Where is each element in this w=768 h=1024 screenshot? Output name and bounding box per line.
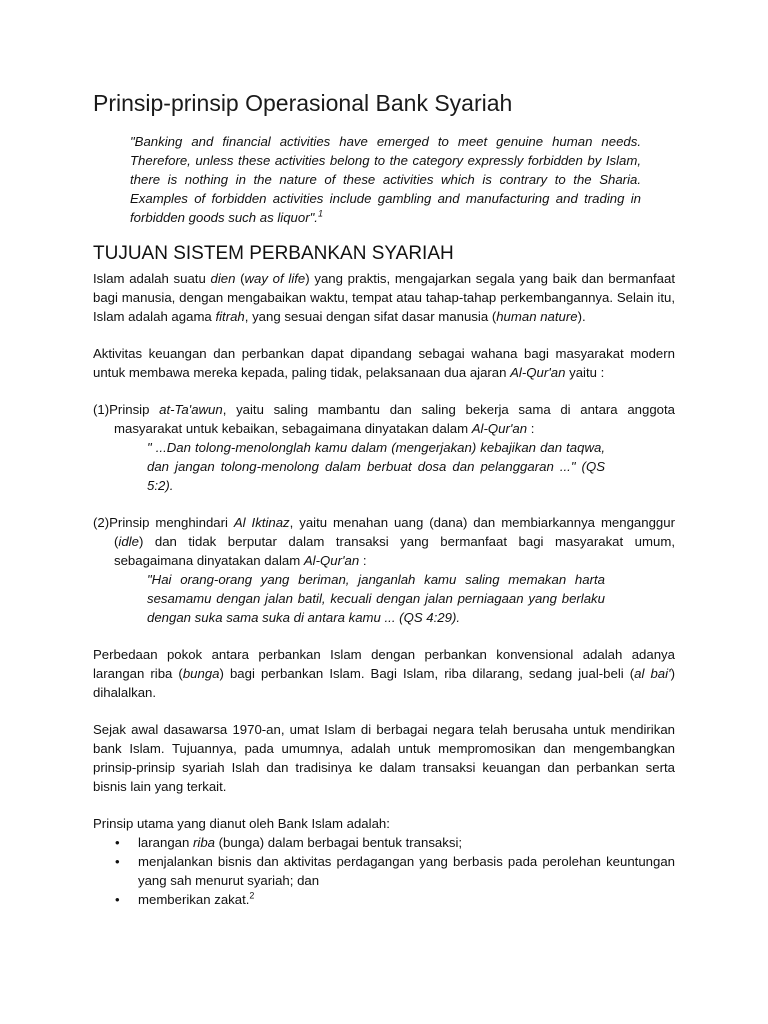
text-span: Prinsip — [109, 402, 160, 417]
text-span: , yaitu menahan uang (dana) dan membiarkannya menganggur ( — [114, 515, 675, 549]
footnote-ref-1: 1 — [317, 208, 323, 219]
bullet-icon: • — [115, 892, 120, 907]
text-span: Prinsip menghindari — [109, 515, 234, 530]
verse-qs-5-2: " ...Dan tolong-menolonglah kamu dalam (mengerjakan) kebajikan dan taqwa, dan jangan tolong-menolong dalam berbuat dosa dan pelanggaran ..." (QS 5:2). — [147, 440, 605, 493]
text-span: menjalankan bisnis dan aktivitas perdagangan yang berbasis pada perolehan keuntungan yang sah menurut syariah; dan — [138, 854, 675, 888]
italic-term: at-Ta'awun — [159, 402, 223, 417]
text-span: ) bagi perbankan Islam. Bagi Islam, riba dilarang, sedang jual-beli ( — [219, 666, 635, 681]
text-span: Islam adalah suatu — [93, 271, 211, 286]
text-span: ) yang praktis, mengajarkan segala yang baik dan bermanfaat bagi manusia, dengan mengabaikan waktu, tempat atau tahap-tahap perkembangannya. Selain itu, Islam adalah agama — [93, 271, 675, 324]
text-span: , yang sesuai dengan sifat dasar manusia ( — [244, 309, 497, 324]
footnote-ref-2: 2 — [249, 890, 255, 901]
text-span: Perbedaan pokok antara perbankan Islam dengan perbankan konvensional adalah adanya larangan riba ( — [93, 647, 675, 681]
text-span: , yaitu saling mambantu dan saling bekerja sama di antara anggota masyarakat untuk kebaikan, sebagaimana dinyatakan dalam — [114, 402, 675, 436]
quote-text: "Banking and financial activities have emerged to meet genuine human needs. Therefore, unless these activities belong to the category expressly forbidden by Islam, there is nothing in the nature of these activities which is contrary to the Sharia. Examples of forbidden activities include gambling and manufacturing and trading in forbidden goods such as liquor". — [130, 134, 641, 225]
text-span: yaitu : — [565, 365, 605, 380]
paragraph-sejarah: Sejak awal dasawarsa 1970-an, umat Islam di berbagai negara telah berusaha untuk mendirikan bank Islam. Tujuannya, pada umumnya, adalah untuk mempromosikan dan mengembangkan prinsip-prinsip syariah Islah dan tradisinya ke dalam transaksi keuangan dan perbankan serta bisnis lain yang terkait. — [93, 722, 675, 794]
paragraph-islam-dien — [93, 269, 675, 326]
italic-term: Al-Qur'an — [303, 553, 360, 568]
list-item — [93, 833, 675, 852]
text-span: : — [527, 421, 535, 436]
italic-term: Al Iktinaz — [233, 515, 290, 530]
italic-term: dien — [210, 271, 236, 286]
bullet-icon: • — [115, 854, 120, 869]
italic-term: riba — [193, 835, 215, 850]
text-span: Aktivitas keuangan dan perbankan dapat dipandang sebagai wahana bagi masyarakat modern untuk membawa mereka kepada, paling tidak, pelaksanaan dua ajaran — [93, 346, 675, 380]
text-span: larangan — [138, 835, 193, 850]
paragraph-riba — [93, 645, 675, 702]
italic-term: al bai' — [634, 666, 671, 681]
numbered-item-2 — [93, 513, 675, 570]
text-span: ( — [235, 271, 245, 286]
paragraph-aktivitas — [93, 344, 675, 382]
italic-term: fitrah — [215, 309, 245, 324]
opening-quote — [130, 132, 641, 227]
list-item — [93, 890, 675, 909]
page-title: Prinsip-prinsip Operasional Bank Syariah — [93, 90, 513, 116]
text-span: ). — [577, 309, 586, 324]
item-number: (2) — [93, 515, 110, 530]
principles-list — [93, 833, 675, 909]
list-item — [93, 852, 675, 890]
verse-qs-4-29: "Hai orang-orang yang beriman, janganlah kamu saling memakan harta sesamamu dengan jalan batil, kecuali dengan jalan perniagaan yang berlaku dengan suka sama suka di antara kamu ... (QS 4:29). — [147, 572, 605, 625]
text-span: ) dihalalkan. — [93, 666, 675, 700]
text-span: ) dan tidak berputar dalam transaksi yang bermanfaat bagi masyarakat umum, sebagaimana dinyatakan dalam — [114, 534, 675, 568]
italic-term: Al-Qur'an — [510, 365, 566, 380]
section-heading: TUJUAN SISTEM PERBANKAN SYARIAH — [93, 243, 454, 264]
text-span: memberikan zakat. — [138, 892, 250, 907]
text-span: : — [359, 553, 367, 568]
italic-term: way of life — [244, 271, 306, 286]
italic-term: Al-Qur'an — [471, 421, 528, 436]
bullet-icon: • — [115, 835, 120, 850]
paragraph-prinsip-utama: Prinsip utama yang dianut oleh Bank Islam adalah: — [93, 816, 390, 831]
italic-term: idle — [118, 534, 139, 549]
italic-term: human nature — [496, 309, 578, 324]
document-body — [93, 86, 675, 909]
text-span: (bunga) dalam berbagai bentuk transaksi; — [215, 835, 463, 850]
item-number: (1) — [93, 402, 110, 417]
italic-term: bunga — [182, 666, 220, 681]
numbered-item-1 — [93, 400, 675, 438]
